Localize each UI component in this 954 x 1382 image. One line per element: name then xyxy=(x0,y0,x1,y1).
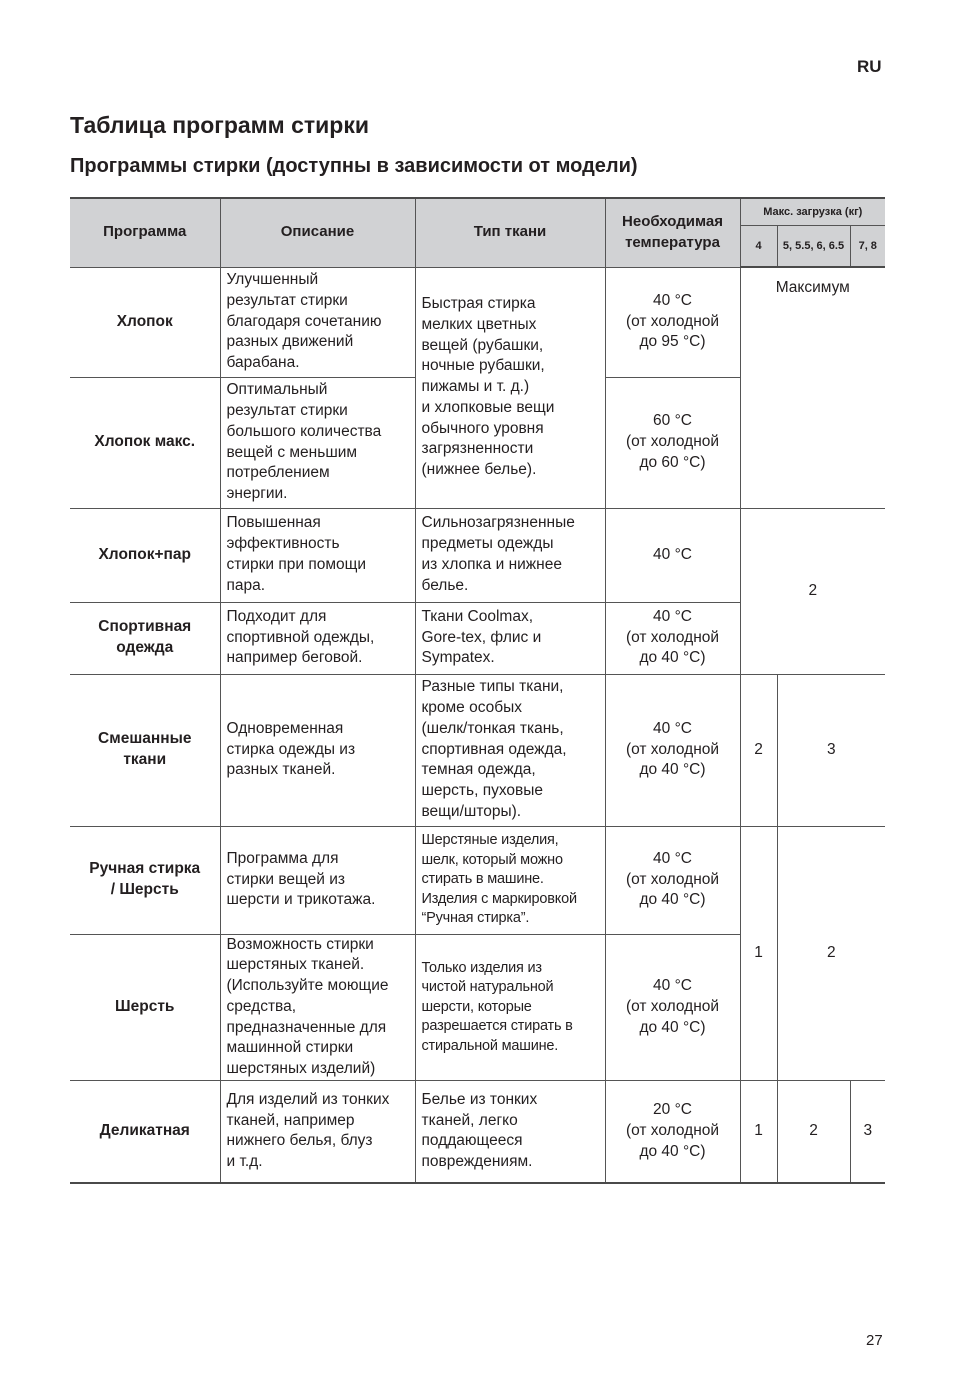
program-name: Смешанные ткани xyxy=(70,674,220,826)
header-max-load: Макс. загрузка (кг) xyxy=(740,198,885,226)
program-name: Ручная стирка / Шерсть xyxy=(70,826,220,934)
program-temperature: 40 °C (от холодной до 40 °C) xyxy=(605,934,740,1081)
wash-programs-table xyxy=(70,197,885,1184)
table-row xyxy=(70,508,885,602)
program-temperature: 40 °C (от холодной до 40 °C) xyxy=(605,826,740,934)
program-fabric: Сильнозагрязненные предметы одежды из хлопка и нижнее белье. xyxy=(415,508,605,602)
header-program: Программа xyxy=(70,198,220,267)
program-fabric: Шерстяные изделия, шелк, который можно стирать в машине. Изделия с маркировкой “Ручная стирка”. xyxy=(415,826,605,934)
program-description: Одновременная стирка одежды из разных тканей. xyxy=(220,674,415,826)
program-temperature: 40 °C (от холодной до 95 °C) xyxy=(605,267,740,377)
program-temperature: 40 °C (от холодной до 40 °C) xyxy=(605,674,740,826)
program-name: Спортивная одежда xyxy=(70,602,220,674)
program-load: 2 xyxy=(740,508,885,674)
header-load-5-6: 5, 5.5, 6, 6.5 xyxy=(777,226,850,268)
program-load-4: 2 xyxy=(740,674,777,826)
program-name: Шерсть xyxy=(70,934,220,1081)
program-description: Улучшенный результат стирки благодаря сочетанию разных движений барабана. xyxy=(220,267,415,377)
page-subtitle: Программы стирки (доступны в зависимости от модели) xyxy=(70,155,638,177)
program-fabric: Разные типы ткани, кроме особых (шелк/тонкая ткань, спортивная одежда, темная одежда, шерсть, пуховые вещи/шторы). xyxy=(415,674,605,826)
program-name: Хлопок макс. xyxy=(70,377,220,508)
program-load-7-8: 3 xyxy=(850,1081,885,1183)
program-temperature: 40 °C xyxy=(605,508,740,602)
header-fabric: Тип ткани xyxy=(415,198,605,267)
language-code: RU xyxy=(857,57,882,76)
header-load-4: 4 xyxy=(740,226,777,268)
program-fabric: Только изделия из чистой натуральной шерсти, которые разрешается стирать в стиральной машине. xyxy=(415,934,605,1081)
page-number: 27 xyxy=(866,1332,883,1349)
program-load: Максимум xyxy=(740,267,885,508)
program-fabric: Быстрая стирка мелких цветных вещей (рубашки, ночные рубашки, пижамы и т. д.) и хлопковые вещи обычного уровня загрязненности (нижнее белье). xyxy=(415,267,605,508)
program-description: Повышенная эффективность стирки при помощи пара. xyxy=(220,508,415,602)
program-description: Для изделий из тонких тканей, например нижнего белья, блуз и т.д. xyxy=(220,1081,415,1183)
program-description: Программа для стирки вещей из шерсти и трикотажа. xyxy=(220,826,415,934)
program-load-5-6: 2 xyxy=(777,1081,850,1183)
table-row xyxy=(70,826,885,934)
program-description: Подходит для спортивной одежды, например беговой. xyxy=(220,602,415,674)
table-row xyxy=(70,1081,885,1183)
header-temperature: Необходимая температура xyxy=(605,198,740,267)
program-temperature: 20 °C (от холодной до 40 °C) xyxy=(605,1081,740,1183)
program-load-4: 1 xyxy=(740,1081,777,1183)
header-load-7-8: 7, 8 xyxy=(850,226,885,268)
program-load-rest: 2 xyxy=(777,826,885,1081)
program-fabric: Белье из тонких тканей, легко поддающееся повреждениям. xyxy=(415,1081,605,1183)
program-load-rest: 3 xyxy=(777,674,885,826)
program-fabric: Ткани Coolmax, Gore-tex, флис и Sympatex. xyxy=(415,602,605,674)
program-temperature: 40 °C (от холодной до 40 °C) xyxy=(605,602,740,674)
program-description: Оптимальный результат стирки большого количества вещей с меньшим потреблением энергии. xyxy=(220,377,415,508)
program-description: Возможность стирки шерстяных тканей. (Используйте моющие средства, предназначенные для машинной стирки шерстяных изделий) xyxy=(220,934,415,1081)
program-load-4: 1 xyxy=(740,826,777,1081)
table-row xyxy=(70,267,885,377)
header-description: Описание xyxy=(220,198,415,267)
program-name: Хлопок xyxy=(70,267,220,377)
program-temperature: 60 °C (от холодной до 60 °C) xyxy=(605,377,740,508)
table-row xyxy=(70,674,885,826)
program-name: Деликатная xyxy=(70,1081,220,1183)
program-name: Хлопок+пар xyxy=(70,508,220,602)
page-title: Таблица программ стирки xyxy=(70,112,369,138)
